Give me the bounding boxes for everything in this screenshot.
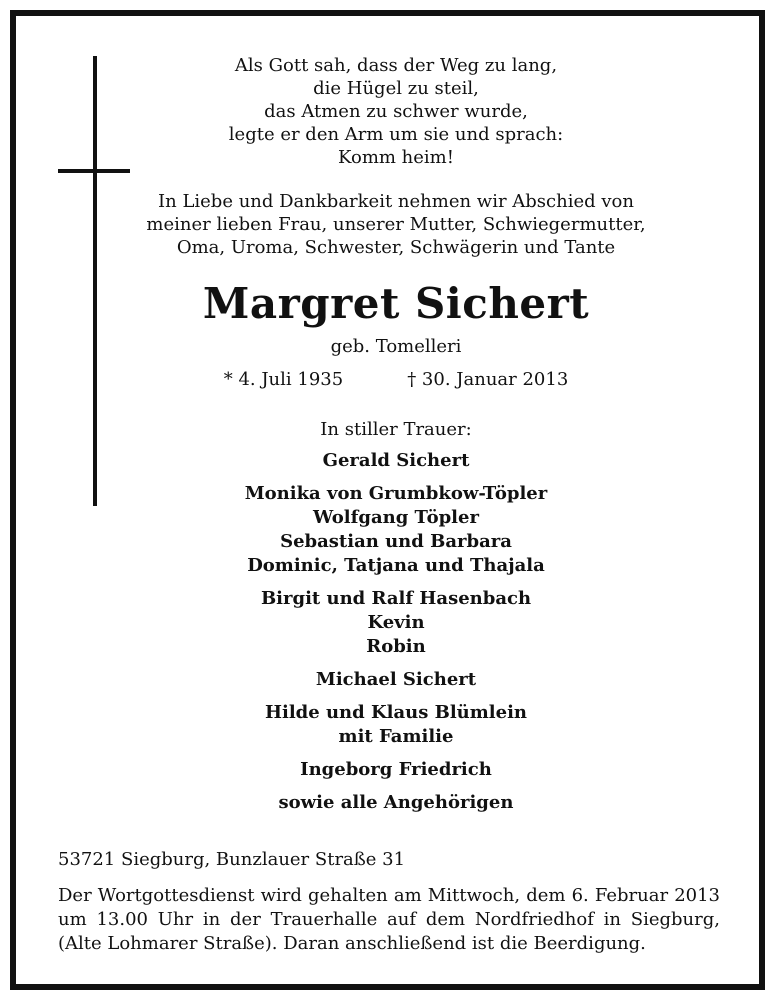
maiden-name: geb. Tomelleri: [330, 336, 462, 357]
intro-line: meiner lieben Frau, unserer Mutter, Schwiegermutter,: [146, 214, 646, 235]
cross-icon: [93, 56, 97, 506]
family-group: [116, 449, 676, 473]
death-date: † 30. Januar 2013: [407, 369, 569, 390]
family-member: Wolfgang Töpler: [313, 507, 479, 528]
cross-icon-bar: [58, 169, 130, 173]
address: 53721 Siegburg, Bunzlauer Straße 31: [58, 849, 406, 870]
service-info: Der Wortgottesdienst wird gehalten am Mittwoch, dem 6. Februar 2013 um 13.00 Uhr in der Trauerhalle auf dem Nordfriedhof in Siegburg, (Alte Lohmarer Straße). Daran anschließend ist die Beerdigung.: [58, 885, 720, 954]
family-member: sowie alle Angehörigen: [278, 792, 514, 813]
family-member: mit Familie: [338, 726, 454, 747]
family-group: [116, 482, 676, 578]
deceased-name: Margret Sichert: [202, 279, 590, 328]
family-member: Ingeborg Friedrich: [300, 759, 492, 780]
family-group: [116, 587, 676, 659]
intro-text: [116, 190, 676, 259]
family-member: Kevin: [367, 612, 425, 633]
family-member: Robin: [366, 636, 426, 657]
poem-line: die Hügel zu steil,: [313, 78, 479, 99]
poem-line: legte er den Arm um sie und sprach:: [228, 124, 564, 145]
family-group: [116, 701, 676, 749]
family-member: Hilde und Klaus Blümlein: [264, 702, 528, 723]
intro-line: In Liebe und Dankbarkeit nehmen wir Abschied von: [158, 191, 634, 212]
family-group: [116, 758, 676, 782]
family-member: Dominic, Tatjana und Thajala: [247, 555, 545, 576]
mourning-label: In stiller Trauer:: [320, 419, 472, 440]
family-group: [116, 791, 676, 815]
family-member: Birgit und Ralf Hasenbach: [260, 588, 532, 609]
poem-line: Als Gott sah, dass der Weg zu lang,: [234, 55, 558, 76]
family-member: Sebastian und Barbara: [280, 531, 512, 552]
birth-date: * 4. Juli 1935: [223, 369, 344, 390]
family-member: Monika von Grumbkow-Töpler: [244, 483, 548, 504]
family-member: Gerald Sichert: [322, 450, 470, 471]
family-group: [116, 668, 676, 692]
family-list: [116, 449, 676, 824]
obituary-notice: [10, 10, 765, 990]
poem-line: das Atmen zu schwer wurde,: [264, 101, 528, 122]
intro-line: Oma, Uroma, Schwester, Schwägerin und Tante: [176, 237, 616, 258]
poem-line: Komm heim!: [338, 147, 454, 168]
life-dates: [116, 368, 676, 392]
family-member: Michael Sichert: [315, 669, 477, 690]
poem: [116, 54, 676, 169]
